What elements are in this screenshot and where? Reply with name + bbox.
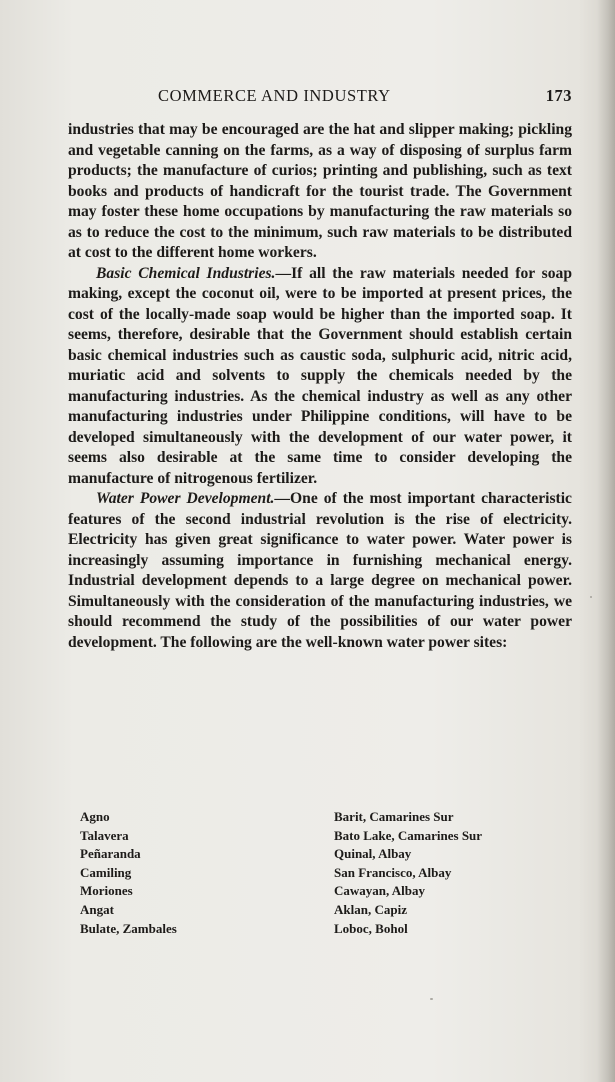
site-item: Quinal, Albay bbox=[334, 846, 412, 862]
sites-column-left bbox=[80, 808, 177, 938]
running-head: COMMERCE AND INDUSTRY bbox=[158, 86, 391, 105]
sites-column-right bbox=[334, 808, 482, 938]
paragraph-basic-chemical-body: —If all the raw materials needed for soap making, except the coconut oil, were to be imported at present prices, the cost of the locally-made soap would be higher than the imported soap. It seems, therefore, desirable that the Government should establish certain basic chemical industries such as caustic soda, sulphuric acid, nitric acid, muriatic acid and solvents to supply the chemicals needed by the manufacturing industries. As the chemical industry as well as any other manufacturing industries under Philippine conditions, will have to be developed simultaneously with the development of our water power, it seems also desirable at the same time to consider developing the manufacture of nitrogenous fertilizer. bbox=[68, 264, 572, 487]
page-body bbox=[68, 120, 572, 653]
site-item: Agno bbox=[80, 809, 110, 824]
site-item: Aklan, Capiz bbox=[334, 901, 407, 917]
site-item: Talavera bbox=[80, 827, 129, 843]
page-header bbox=[68, 86, 572, 110]
site-item: Loboc, Bohol bbox=[334, 920, 408, 936]
site-item: San Francisco, Albay bbox=[334, 864, 452, 880]
paragraph-water-power-body: —One of the most important characteristic features of the second industrial revolution is the rise of electricity. Electricity has given great significance to water power. Water power is increasingly assuming importance in furnishing mechanical energy. Industrial development depends to a large degree on mechanical power. Simultaneously with the consideration of the manufacturing industries, we should recommend the study of the possibilities of our water power development. The following are the well-known water power sites: bbox=[68, 490, 572, 651]
site-item: Bato Lake, Camarines Sur bbox=[334, 827, 483, 843]
page-number: 173 bbox=[545, 86, 572, 105]
site-item: Cawayan, Albay bbox=[334, 883, 426, 899]
paragraph-home-industries: industries that may be encouraged are the hat and slipper making; pickling and vegetable canning on the farms, as a way of disposing of surplus farm products; the manufacture of curios; printing and publishing, such as text books and products of handicraft for the tourist trade. The Government may foster these home occupations by manufacturing the raw materials so as to reduce the cost to the minimum, such raw materials to be distributed at cost to the different home workers. bbox=[68, 121, 572, 261]
section-title-water-power-development: Water Power Development. bbox=[96, 490, 275, 507]
page-edge-shadow bbox=[597, 0, 615, 1082]
site-item: Barit, Camarines Sur bbox=[334, 809, 454, 824]
paragraph-water-power-development bbox=[68, 489, 572, 653]
section-title-basic-chemical-industries: Basic Chemical Industries. bbox=[96, 264, 276, 282]
site-item: Moriones bbox=[80, 883, 133, 899]
site-item: Peñaranda bbox=[80, 846, 141, 862]
paragraph-basic-chemical-industries bbox=[68, 264, 572, 490]
site-item: Angat bbox=[80, 901, 114, 917]
paper-speck bbox=[430, 998, 433, 1000]
site-item: Camiling bbox=[80, 864, 132, 880]
paper-speck bbox=[590, 596, 592, 598]
site-item: Bulate, Zambales bbox=[80, 920, 177, 936]
